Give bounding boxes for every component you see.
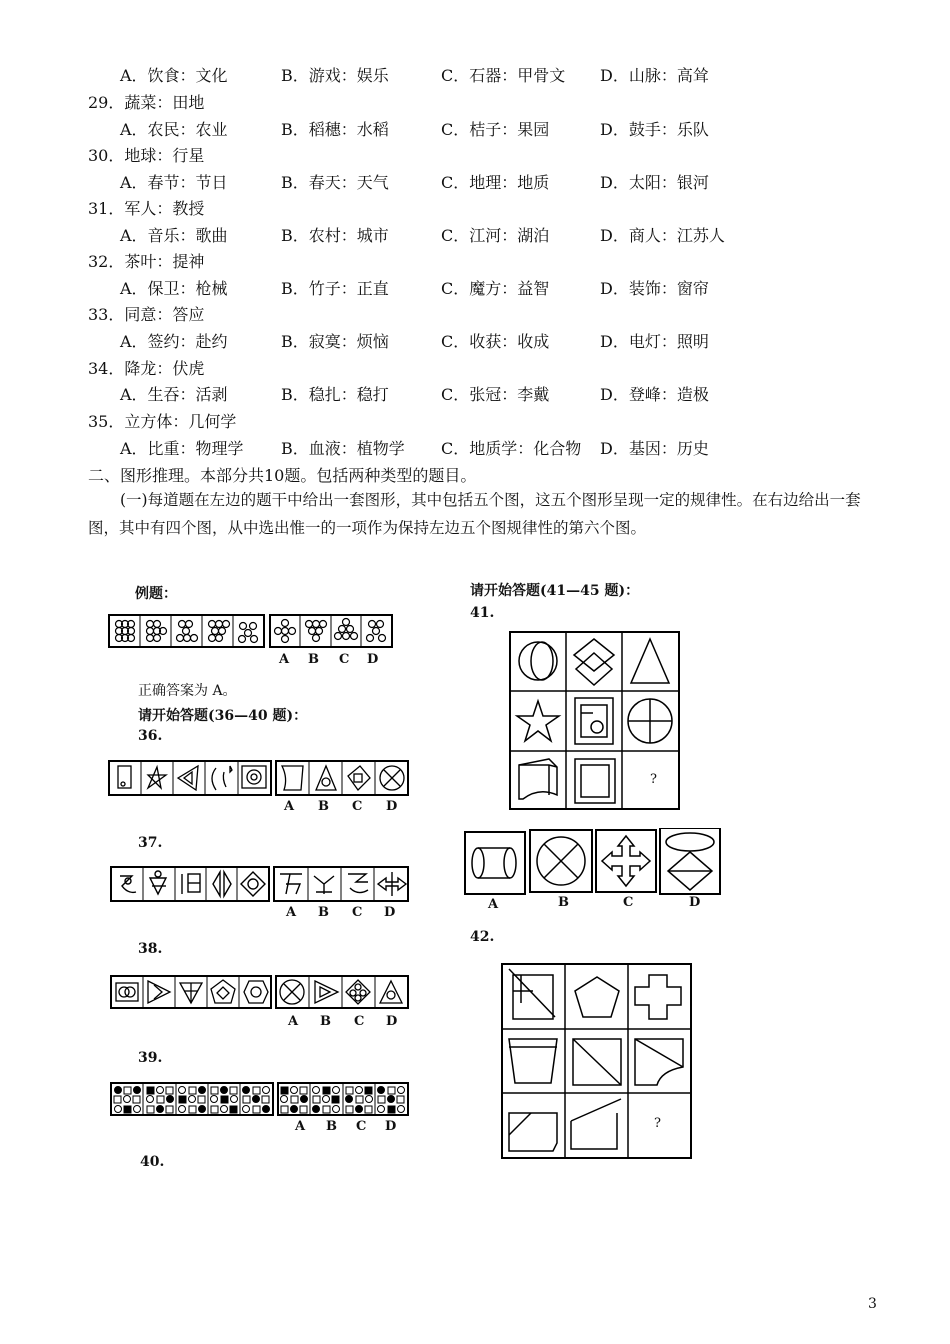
example-figure-strip bbox=[108, 614, 393, 650]
option-b: B．竹子：正直 bbox=[281, 279, 389, 298]
example-answer: 正确答案为 A。 bbox=[138, 683, 237, 699]
question-37-label: 37. bbox=[138, 835, 163, 851]
option-b: B．春天：天气 bbox=[281, 173, 389, 192]
letter-d: D bbox=[386, 1014, 398, 1029]
option-c: C．张冠：李戴 bbox=[441, 385, 550, 404]
option-d: D．登峰：造极 bbox=[600, 385, 709, 404]
letter-a: A bbox=[488, 897, 499, 912]
option-b: B．血液：植物学 bbox=[281, 439, 405, 458]
letter-d: D bbox=[385, 1119, 397, 1134]
option-a: A．生吞：活剥 bbox=[120, 385, 228, 404]
start-label-36-40: 请开始答题(36—40 题)： bbox=[138, 708, 308, 724]
question-42-label: 42. bbox=[470, 929, 495, 945]
option-d: D．太阳：银河 bbox=[600, 173, 709, 192]
question-38-figure bbox=[110, 975, 410, 1013]
option-c: C．魔方：益智 bbox=[441, 279, 550, 298]
question-36-label: 36. bbox=[138, 728, 163, 744]
question-29: 29．蔬菜：田地 bbox=[88, 93, 205, 112]
question-35: 35．立方体：几何学 bbox=[88, 412, 237, 431]
question-37-figure bbox=[110, 866, 410, 904]
letter-c: C bbox=[339, 652, 350, 667]
option-b: B．农村：城市 bbox=[281, 226, 389, 245]
question-34: 34．降龙：伏虎 bbox=[88, 359, 205, 378]
page-number: 3 bbox=[868, 1296, 877, 1312]
question-32: 32．茶叶：提神 bbox=[88, 252, 205, 271]
letter-d: D bbox=[384, 905, 396, 920]
question-41-options bbox=[464, 828, 722, 896]
option-d: D．山脉：高耸 bbox=[600, 66, 709, 85]
letter-a: A bbox=[279, 652, 290, 667]
question-41-label: 41. bbox=[470, 605, 495, 621]
option-a: A．春节：节日 bbox=[120, 173, 228, 192]
question-30: 30．地球：行星 bbox=[88, 146, 205, 165]
question-33: 33．同意：答应 bbox=[88, 305, 205, 324]
letter-a: A bbox=[288, 1014, 299, 1029]
letter-b: B bbox=[320, 1014, 331, 1029]
option-d: D．鼓手：乐队 bbox=[600, 120, 709, 139]
letter-d: D bbox=[689, 895, 701, 910]
option-a: A．签约：赴约 bbox=[120, 332, 228, 351]
letter-b: B bbox=[326, 1119, 337, 1134]
option-c: C．石器：甲骨文 bbox=[441, 66, 566, 85]
option-b: B．寂寞：烦恼 bbox=[281, 332, 389, 351]
question-31: 31．军人：教授 bbox=[88, 199, 205, 218]
option-b: B．稻穗：水稻 bbox=[281, 120, 389, 139]
option-b: B．稳扎：稳打 bbox=[281, 385, 389, 404]
question-39-figure bbox=[110, 1082, 410, 1118]
option-d: D．装饰：窗帘 bbox=[600, 279, 709, 298]
start-label-41-45: 请开始答题(41—45 题)： bbox=[470, 583, 640, 599]
question-38-label: 38. bbox=[138, 941, 163, 957]
letter-b: B bbox=[558, 895, 569, 910]
option-a: A．农民：农业 bbox=[120, 120, 228, 139]
option-a: A．音乐：歌曲 bbox=[120, 226, 228, 245]
question-42-matrix bbox=[501, 963, 693, 1161]
letter-b: B bbox=[318, 799, 329, 814]
option-c: C．地质学：化合物 bbox=[441, 439, 582, 458]
option-a: A．饮食：文化 bbox=[120, 66, 228, 85]
option-a: A．保卫：枪械 bbox=[120, 279, 228, 298]
option-c: C．收获：收成 bbox=[441, 332, 550, 351]
option-d: D．电灯：照明 bbox=[600, 332, 709, 351]
section-instruction: (一)每道题在左边的题干中给出一套图形，其中包括五个图，这五个图形呈现一定的规律性。在右边给出一套图，其中有四个图，从中选出惟一的一项作为保持左边五个图规律性的第六个图。 bbox=[88, 491, 861, 537]
section-title: 二、图形推理。本部分共10题。包括两种类型的题目。 bbox=[88, 466, 477, 485]
question-mark-41: ? bbox=[650, 772, 657, 787]
question-36-figure bbox=[108, 760, 410, 798]
letter-c: C bbox=[352, 905, 363, 920]
option-b: B．游戏：娱乐 bbox=[281, 66, 389, 85]
option-a: A．比重：物理学 bbox=[120, 439, 244, 458]
letter-d: D bbox=[386, 799, 398, 814]
letter-b: B bbox=[318, 905, 329, 920]
letter-a: A bbox=[286, 905, 297, 920]
question-39-label: 39. bbox=[138, 1050, 163, 1066]
option-d: D．商人：江苏人 bbox=[600, 226, 725, 245]
option-c: C．江河：湖泊 bbox=[441, 226, 550, 245]
letter-d: D bbox=[367, 652, 379, 667]
letter-b: B bbox=[308, 652, 319, 667]
question-mark-42: ? bbox=[654, 1116, 661, 1131]
option-c: C．桔子：果园 bbox=[441, 120, 550, 139]
letter-c: C bbox=[356, 1119, 367, 1134]
letter-c: C bbox=[352, 799, 363, 814]
option-d: D．基因：历史 bbox=[600, 439, 709, 458]
question-40-label: 40. bbox=[140, 1154, 165, 1170]
option-c: C．地理：地质 bbox=[441, 173, 550, 192]
letter-c: C bbox=[354, 1014, 365, 1029]
letter-a: A bbox=[284, 799, 295, 814]
letter-a: A bbox=[295, 1119, 306, 1134]
example-label: 例题： bbox=[135, 586, 177, 602]
letter-c: C bbox=[623, 895, 634, 910]
